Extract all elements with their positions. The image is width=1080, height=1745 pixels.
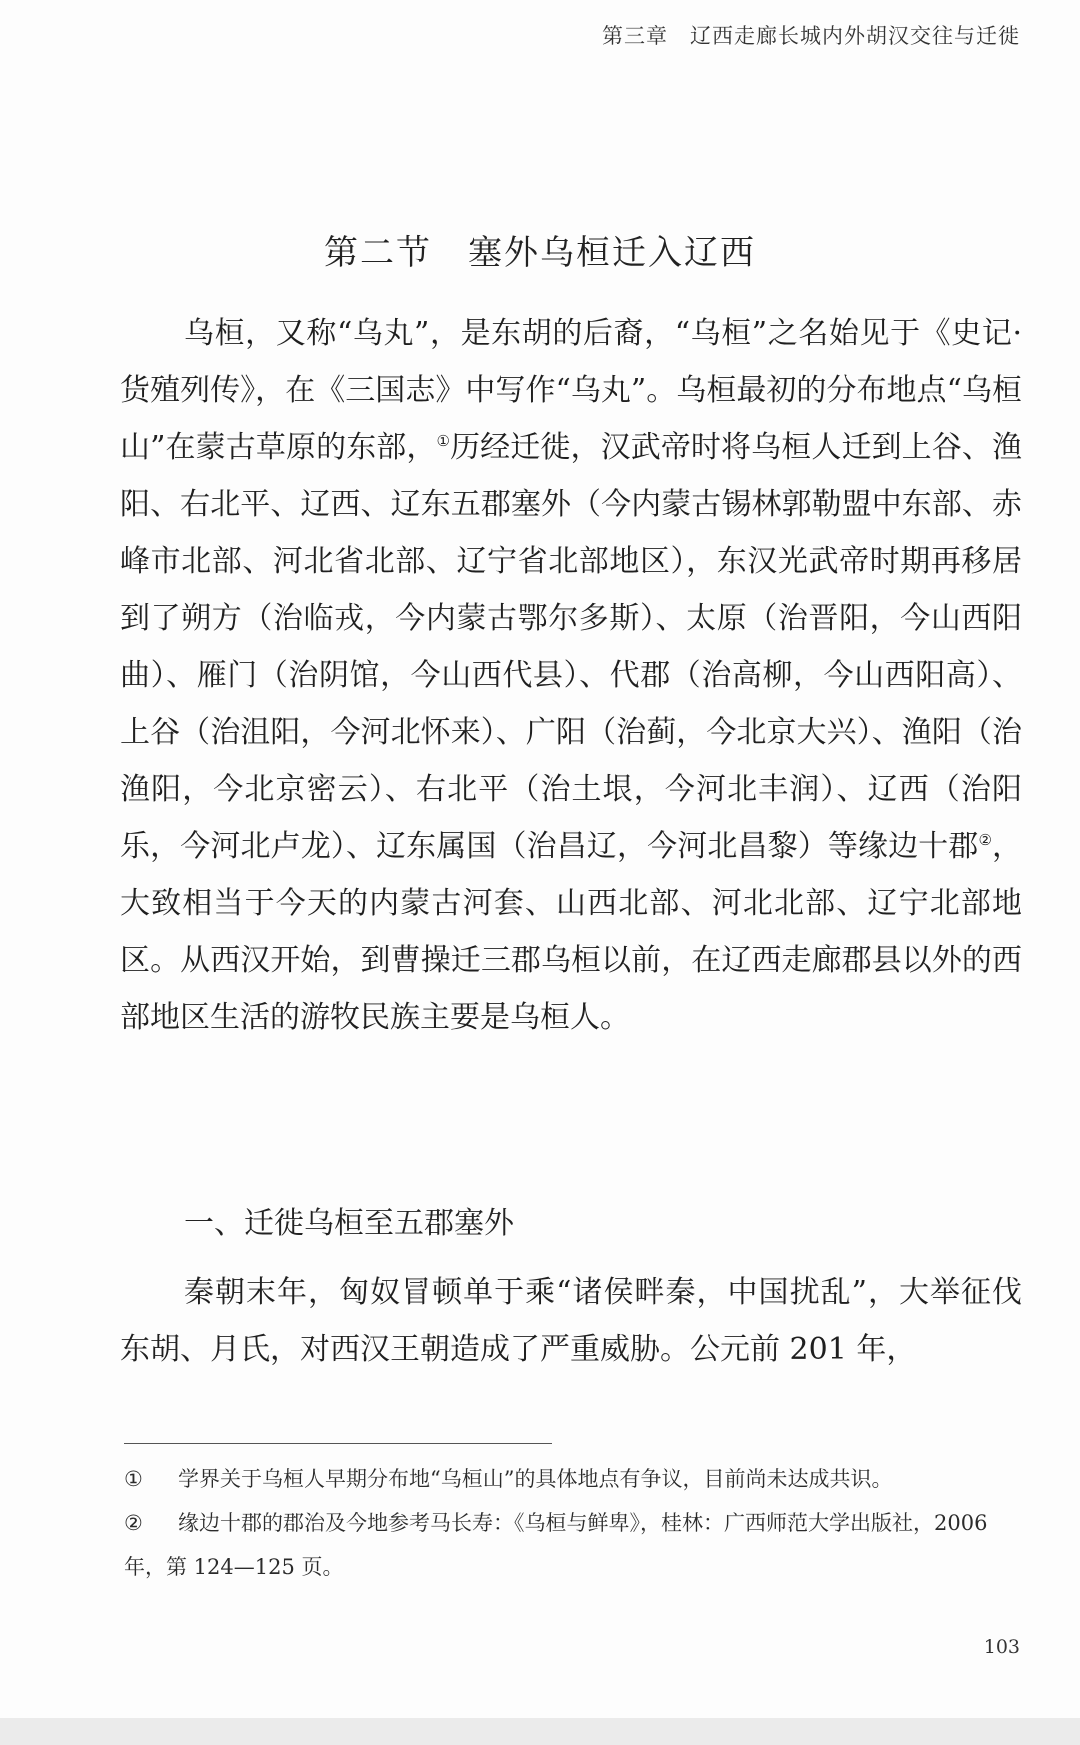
footnote-1 [124,1457,1022,1501]
footnote-2-mark: ② [124,1511,143,1535]
body-text-continued [120,1264,1022,1378]
footnote-1-mark: ① [124,1467,143,1491]
footnote-divider [124,1443,552,1444]
paragraph-1-text-a: 乌桓，又称“乌丸”，是东胡的后裔，“乌桓”之名始见于《史记·货殖列传》，在《三国志》中写作“乌丸”。乌桓最初的分布地点“乌桓山”在蒙古草原的东部， [120,316,1022,465]
subsection-heading: 一、迁徙乌桓至五郡塞外 [184,1206,514,1241]
paragraph-1-text-b: 历经迁徙，汉武帝时将乌桓人迁到上谷、渔阳、右北平、辽西、辽东五郡塞外（今内蒙古锡林郭勒盟中东部、赤峰市北部、河北省北部、辽宁省北部地区），东汉光武帝时期再移居到了朔方（治临戎，今内蒙古鄂尔多斯）、太原（治晋阳，今山西阳曲）、雁门（治阴馆，今山西代县）、代郡（治高柳，今山西阳高）、上谷（治沮阳，今河北怀来）、广阳（治蓟，今北京大兴）、渔阳（治渔阳，今北京密云）、右北平（治土垠，今河北丰润）、辽西（治阳乐，今河北卢龙）、辽东属国（治昌辽，今河北昌黎）等缘边十郡 [120,430,1022,864]
footnote-2 [124,1501,1022,1589]
footnote-ref-2[interactable]: ② [978,831,993,849]
footnote-1-text: 学界关于乌桓人早期分布地“乌桓山”的具体地点有争议，目前尚未达成共识。 [178,1467,893,1491]
paragraph-2: 秦朝末年，匈奴冒顿单于乘“诸侯畔秦，中国扰乱”，大举征伐东胡、月氏，对西汉王朝造成了严重威胁。公元前 201 年， [120,1275,1022,1367]
paragraph-1 [120,305,1022,1046]
running-head: 第三章 辽西走廊长城内外胡汉交往与迁徙 [602,24,1020,48]
page-number: 103 [983,1636,1020,1658]
section-title: 第二节 塞外乌桓迁入辽西 [324,233,756,273]
footnote-2-text: 缘边十郡的郡治及今地参考马长寿：《乌桓与鲜卑》，桂林：广西师范大学出版社，2006 年，第 124—125 页。 [124,1511,988,1579]
body-text-main [120,305,1022,1046]
footnote-ref-1[interactable]: ① [436,432,451,450]
footnotes [124,1457,1022,1589]
viewer-bottom-strip [0,1718,1080,1745]
paragraph-1-text-c: ，大致相当于今天的内蒙古河套、山西北部、河北北部、辽宁北部地区。从西汉开始，到曹操迁三郡乌桓以前，在辽西走廊郡县以外的西部地区生活的游牧民族主要是乌桓人。 [120,829,1023,1035]
